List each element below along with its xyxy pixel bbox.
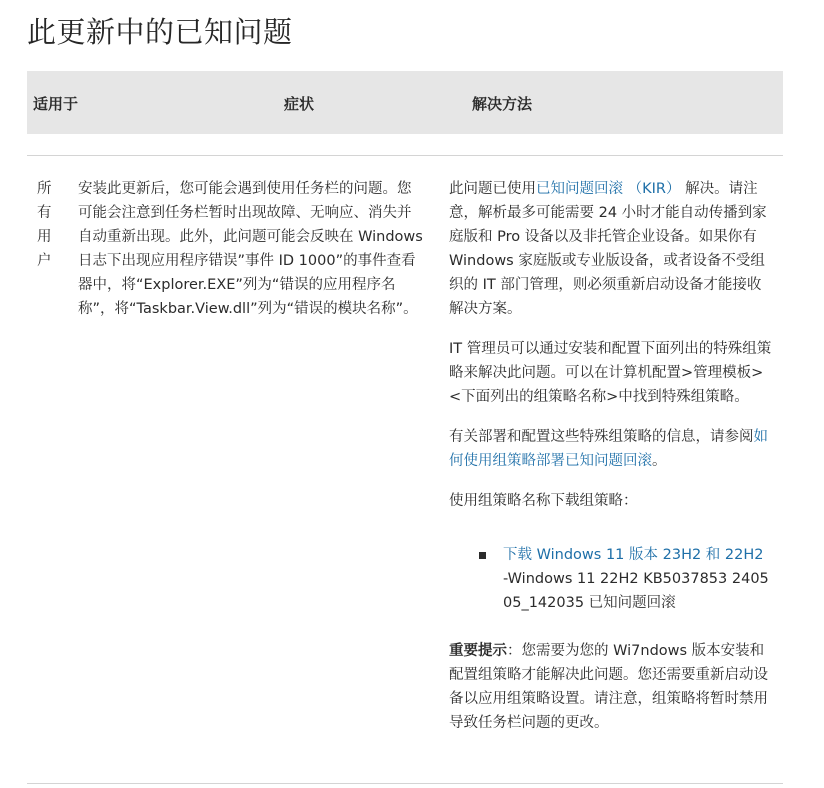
- kir-link[interactable]: 已知问题回滚 （KIR）: [536, 181, 681, 197]
- important-label: 重要提示: [449, 643, 507, 659]
- important-text: ：您需要为您的 Wi7ndows 版本安装和配置组策略才能解决此问题。您还需要重新启动设备以应用组策略设置。请注意，组策略将暂时禁用导致任务栏问题的更改。: [449, 643, 768, 731]
- column-header-symptom: 症状: [284, 95, 315, 113]
- fix-paragraph-important: [449, 639, 774, 735]
- table-divider-bottom: [27, 783, 783, 784]
- fix-kir-text-before: 此问题已使用: [449, 181, 536, 197]
- download-list: [449, 543, 774, 615]
- fix-deploy-text-after: 。: [652, 453, 667, 469]
- list-item: [503, 543, 774, 615]
- cell-symptom: 安装此更新后，您可能会遇到使用任务栏的问题。您可能会注意到任务栏暂时出现故障、无响应、消失并自动重新出现。此外，此问题可能会反映在 Windows 日志下出现应用程序错误”事件 ID 1000”的事件查看器中，将“Explorer.EXE”列为“错误的应用程序名称”，将“Taskbar.View.dll”列为“错误的模块名称”。: [78, 181, 423, 317]
- column-header-applies-to: 适用于: [33, 95, 79, 113]
- download-detail: -Windows 11 22H2 KB5037853 240505_142035 已知问题回滚: [503, 571, 769, 611]
- fix-paragraph-deploy: [449, 425, 774, 473]
- bullet-icon: [479, 552, 486, 559]
- fix-paragraph-kir: [449, 177, 774, 321]
- download-policy-link[interactable]: 下载 Windows 11 版本 23H2 和 22H2: [503, 547, 764, 563]
- fix-deploy-text-before: 有关部署和配置这些特殊组策略的信息，请参阅: [449, 429, 754, 445]
- fix-paragraph-it-admin: IT 管理员可以通过安装和配置下面列出的特殊组策略来解决此问题。可以在计算机配置>管理模板> <下面列出的组策略名称>中找到特殊组策略。: [449, 341, 772, 405]
- fix-kir-text-after: 解决。请注意，解析最多可能需要 24 小时才能自动传播到家庭版和 Pro 设备以及非托管企业设备。如果你有 Windows 家庭版或专业版设备，或者设备不受组织的 IT 部门管理，则必须重新启动设备才能接收解决方案。: [449, 181, 767, 317]
- table-header: [27, 71, 783, 134]
- page-title: 此更新中的已知问题: [27, 15, 293, 49]
- fix-paragraph-download-intro: 使用组策略名称下载组策略：: [449, 493, 638, 509]
- deploy-kir-link[interactable]: 如何使用组策略部署已知问题回滚: [449, 429, 768, 469]
- column-header-workaround: 解决方法: [472, 95, 533, 113]
- cell-applies-to: 所有用户: [37, 181, 52, 269]
- table-divider-top: [27, 155, 783, 156]
- cell-workaround: [449, 177, 774, 751]
